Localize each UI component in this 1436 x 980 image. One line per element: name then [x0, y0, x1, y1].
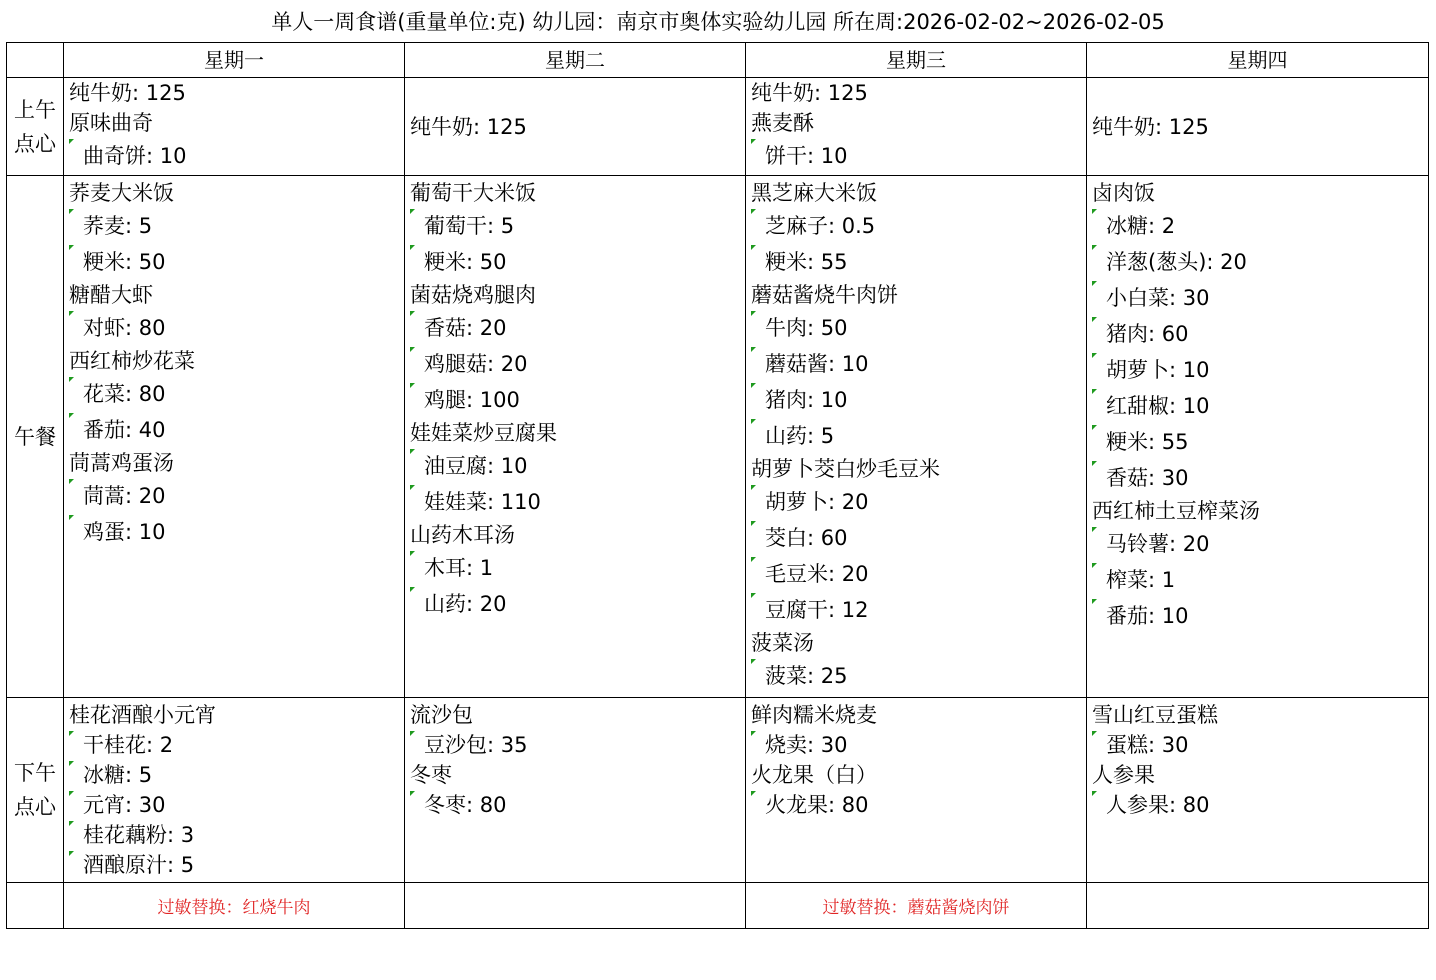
- ingredient-item: [69, 730, 404, 760]
- meal-cell[interactable]: [405, 698, 746, 883]
- ingredient-text: 榨菜: 1: [1106, 568, 1176, 592]
- ingredient-item: [69, 208, 404, 244]
- cell-content: [746, 176, 1086, 694]
- dish-name: 燕麦酥: [751, 111, 814, 135]
- header-row: [7, 43, 1429, 78]
- ingredient-text: 马铃薯: 20: [1106, 532, 1210, 556]
- ingredient-text: 粳米: 55: [765, 250, 848, 274]
- ingredient-text: 木耳: 1: [424, 556, 494, 580]
- cell-comment-marker-icon: [69, 515, 74, 520]
- ingredient-item: [751, 484, 1086, 520]
- cell-comment-marker-icon: [751, 593, 756, 598]
- ingredient-text: 毛豆米: 20: [765, 562, 869, 586]
- cell-comment-marker-icon: [751, 731, 756, 736]
- ingredient-text: 鸡腿菇: 20: [424, 352, 528, 376]
- ingredient-text: 饼干: 10: [765, 144, 848, 168]
- ingredient-text: 桂花藕粉: 3: [83, 823, 195, 847]
- cell-comment-marker-icon: [69, 791, 74, 796]
- meal-cell[interactable]: [746, 78, 1087, 176]
- ingredient-item: [1092, 598, 1428, 634]
- dish-name: 纯牛奶: 125: [1092, 114, 1209, 139]
- dish-name: 菠菜汤: [751, 631, 814, 655]
- ingredient-text: 番茄: 10: [1106, 604, 1189, 628]
- ingredient-item: [751, 244, 1086, 280]
- ingredient-item: [69, 310, 404, 346]
- ingredient-text: 鸡腿: 100: [424, 388, 520, 412]
- cell-content: [64, 698, 404, 880]
- ingredient-item: [751, 418, 1086, 454]
- dish-name: 人参果: [1092, 763, 1155, 787]
- meal-cell[interactable]: [1087, 176, 1429, 698]
- ingredient-text: 冰糖: 5: [83, 763, 153, 787]
- cell-comment-marker-icon: [1092, 353, 1097, 358]
- cell-comment-marker-icon: [410, 551, 415, 556]
- cell-comment-marker-icon: [410, 791, 415, 796]
- ingredient-text: 粳米: 55: [1106, 430, 1189, 454]
- ingredient-item: [410, 310, 745, 346]
- cell-content: [64, 78, 404, 174]
- ingredient-text: 粳米: 50: [424, 250, 507, 274]
- ingredient-text: 蘑菇酱: 10: [765, 352, 869, 376]
- ingredient-text: 洋葱(葱头): 20: [1106, 250, 1247, 274]
- dish-name: 西红柿炒花菜: [69, 349, 195, 373]
- meal-cell[interactable]: [405, 176, 746, 698]
- lunch-row: [7, 176, 1429, 698]
- ingredient-text: 冬枣: 80: [424, 793, 507, 817]
- meal-cell[interactable]: [64, 176, 405, 698]
- ingredient-item: [69, 138, 404, 174]
- ingredient-item: [410, 346, 745, 382]
- ingredient-item: [410, 382, 745, 418]
- cell-comment-marker-icon: [751, 791, 756, 796]
- ingredient-text: 元宵: 30: [83, 793, 166, 817]
- ingredient-item: [410, 586, 745, 622]
- allergy-note-tuesday[interactable]: [405, 883, 746, 929]
- ingredient-item: [410, 550, 745, 586]
- cell-comment-marker-icon: [751, 245, 756, 250]
- ingredient-item: [410, 448, 745, 484]
- ingredient-item: [751, 790, 1086, 820]
- dish-name: 桂花酒酿小元宵: [69, 703, 216, 727]
- meal-cell[interactable]: [64, 78, 405, 176]
- ingredient-item: [410, 208, 745, 244]
- cell-comment-marker-icon: [751, 557, 756, 562]
- ingredient-text: 干桂花: 2: [83, 733, 174, 757]
- ingredient-item: [69, 478, 404, 514]
- ingredient-text: 山药: 5: [765, 424, 835, 448]
- day-header-wednesday[interactable]: 星期三: [746, 43, 1087, 78]
- ingredient-text: 山药: 20: [424, 592, 507, 616]
- row-label-morning-snack[interactable]: 上午 点心: [7, 78, 64, 176]
- cell-comment-marker-icon: [410, 209, 415, 214]
- ingredient-text: 花菜: 80: [83, 382, 166, 406]
- ingredient-item: [751, 556, 1086, 592]
- cell-comment-marker-icon: [1092, 461, 1097, 466]
- cell-comment-marker-icon: [69, 851, 74, 856]
- ingredient-item: [751, 346, 1086, 382]
- ingredient-text: 猪肉: 10: [765, 388, 848, 412]
- meal-cell[interactable]: [1087, 698, 1429, 883]
- ingredient-item: [410, 244, 745, 280]
- ingredient-item: [1092, 730, 1428, 760]
- page-title: 单人一周食谱(重量单位:克) 幼儿园：南京市奥体实验幼儿园 所在周:2026-02-02~2026-02-05: [271, 10, 1165, 34]
- cell-comment-marker-icon: [410, 383, 415, 388]
- cell-content: [405, 112, 745, 142]
- cell-comment-marker-icon: [69, 245, 74, 250]
- dish-name: 纯牛奶: 125: [69, 81, 186, 105]
- dish-name: 黑芝麻大米饭: [751, 181, 877, 205]
- ingredient-item: [1092, 424, 1428, 460]
- cell-comment-marker-icon: [751, 383, 756, 388]
- dish-name: 冬枣: [410, 763, 452, 787]
- cell-comment-marker-icon: [69, 311, 74, 316]
- dish-name: 糖醋大虾: [69, 283, 153, 307]
- ingredient-item: [1092, 280, 1428, 316]
- cell-content: [1087, 698, 1428, 820]
- ingredient-text: 豆沙包: 35: [424, 733, 528, 757]
- dish-name: 娃娃菜炒豆腐果: [410, 421, 557, 445]
- cell-comment-marker-icon: [751, 347, 756, 352]
- ingredient-item: [1092, 562, 1428, 598]
- dish-name: 鲜肉糯米烧麦: [751, 703, 877, 727]
- dish-name: 流沙包: [410, 703, 473, 727]
- ingredient-text: 酒酿原汁: 5: [83, 853, 195, 877]
- menu-table: [6, 42, 1429, 929]
- ingredient-text: 胡萝卜: 20: [765, 490, 869, 514]
- day-header-monday[interactable]: 星期一: [64, 43, 405, 78]
- ingredient-text: 鸡蛋: 10: [83, 520, 166, 544]
- ingredient-item: [1092, 460, 1428, 496]
- dish-name: 茼蒿鸡蛋汤: [69, 451, 174, 475]
- ingredient-item: [69, 244, 404, 280]
- ingredient-text: 芝麻子: 0.5: [765, 214, 876, 238]
- ingredient-text: 豆腐干: 12: [765, 598, 869, 622]
- ingredient-text: 葡萄干: 5: [424, 214, 515, 238]
- meal-cell[interactable]: [405, 78, 746, 176]
- cell-content: [405, 698, 745, 820]
- ingredient-item: [1092, 388, 1428, 424]
- cell-comment-marker-icon: [751, 521, 756, 526]
- cell-content: [64, 176, 404, 550]
- cell-content: [746, 78, 1086, 174]
- cell-comment-marker-icon: [410, 731, 415, 736]
- cell-comment-marker-icon: [69, 479, 74, 484]
- cell-comment-marker-icon: [1092, 527, 1097, 532]
- cell-comment-marker-icon: [410, 311, 415, 316]
- cell-comment-marker-icon: [410, 245, 415, 250]
- ingredient-text: 娃娃菜: 110: [424, 490, 541, 514]
- cell-comment-marker-icon: [410, 347, 415, 352]
- ingredient-text: 菠菜: 25: [765, 664, 848, 688]
- dish-name: 菌菇烧鸡腿肉: [410, 283, 536, 307]
- ingredient-text: 荞麦: 5: [83, 214, 153, 238]
- cell-comment-marker-icon: [1092, 791, 1097, 796]
- day-header-thursday[interactable]: 星期四: [1087, 43, 1429, 78]
- meal-cell[interactable]: [1087, 78, 1429, 176]
- ingredient-item: [751, 592, 1086, 628]
- ingredient-item: [751, 658, 1086, 694]
- ingredient-item: [1092, 208, 1428, 244]
- allergy-row: [7, 883, 1429, 929]
- ingredient-text: 曲奇饼: 10: [83, 144, 187, 168]
- ingredient-item: [69, 376, 404, 412]
- dish-name: 荞麦大米饭: [69, 181, 174, 205]
- row-label-afternoon-snack[interactable]: 下午 点心: [7, 698, 64, 883]
- ingredient-item: [1092, 316, 1428, 352]
- allergy-note-thursday[interactable]: [1087, 883, 1429, 929]
- ingredient-text: 油豆腐: 10: [424, 454, 528, 478]
- cell-comment-marker-icon: [751, 139, 756, 144]
- cell-comment-marker-icon: [1092, 209, 1097, 214]
- cell-comment-marker-icon: [69, 209, 74, 214]
- cell-comment-marker-icon: [1092, 281, 1097, 286]
- ingredient-text: 香菇: 30: [1106, 466, 1189, 490]
- ingredient-item: [751, 208, 1086, 244]
- ingredient-item: [410, 484, 745, 520]
- cell-comment-marker-icon: [69, 731, 74, 736]
- dish-name: 葡萄干大米饭: [410, 181, 536, 205]
- ingredient-item: [751, 520, 1086, 556]
- cell-content: [405, 176, 745, 622]
- cell-comment-marker-icon: [69, 821, 74, 826]
- dish-name: 蘑菇酱烧牛肉饼: [751, 283, 898, 307]
- cell-comment-marker-icon: [69, 413, 74, 418]
- dish-name: 原味曲奇: [69, 111, 153, 135]
- cell-comment-marker-icon: [410, 449, 415, 454]
- cell-comment-marker-icon: [1092, 599, 1097, 604]
- cell-comment-marker-icon: [1092, 317, 1097, 322]
- cell-comment-marker-icon: [751, 311, 756, 316]
- ingredient-text: 对虾: 80: [83, 316, 166, 340]
- day-header-tuesday[interactable]: 星期二: [405, 43, 746, 78]
- dish-name: 纯牛奶: 125: [751, 81, 868, 105]
- ingredient-item: [1092, 790, 1428, 820]
- afternoon-snack-row: [7, 698, 1429, 883]
- ingredient-item: [1092, 526, 1428, 562]
- corner-cell[interactable]: [7, 43, 64, 78]
- cell-comment-marker-icon: [410, 485, 415, 490]
- ingredient-text: 胡萝卜: 10: [1106, 358, 1210, 382]
- ingredient-text: 红甜椒: 10: [1106, 394, 1210, 418]
- cell-comment-marker-icon: [69, 761, 74, 766]
- cell-comment-marker-icon: [410, 587, 415, 592]
- ingredient-text: 茭白: 60: [765, 526, 848, 550]
- ingredient-text: 人参果: 80: [1106, 793, 1210, 817]
- cell-content: [1087, 112, 1428, 142]
- cell-comment-marker-icon: [69, 139, 74, 144]
- ingredient-text: 茼蒿: 20: [83, 484, 166, 508]
- ingredient-text: 粳米: 50: [83, 250, 166, 274]
- ingredient-item: [1092, 352, 1428, 388]
- dish-name: 西红柿土豆榨菜汤: [1092, 499, 1260, 523]
- allergy-row-label[interactable]: [7, 883, 64, 929]
- ingredient-item: [1092, 244, 1428, 280]
- ingredient-item: [69, 820, 404, 850]
- cell-comment-marker-icon: [1092, 731, 1097, 736]
- dish-name: 火龙果（白）: [751, 763, 877, 787]
- ingredient-text: 香菇: 20: [424, 316, 507, 340]
- meal-cell[interactable]: [64, 698, 405, 883]
- cell-comment-marker-icon: [751, 485, 756, 490]
- ingredient-item: [69, 412, 404, 448]
- ingredient-item: [410, 790, 745, 820]
- cell-comment-marker-icon: [751, 209, 756, 214]
- ingredient-item: [410, 730, 745, 760]
- morning-snack-row: [7, 78, 1429, 176]
- ingredient-item: [751, 138, 1086, 174]
- ingredient-item: [69, 850, 404, 880]
- cell-comment-marker-icon: [1092, 563, 1097, 568]
- cell-content: [746, 698, 1086, 820]
- ingredient-item: [751, 730, 1086, 760]
- dish-name: 纯牛奶: 125: [410, 114, 527, 139]
- cell-comment-marker-icon: [751, 659, 756, 664]
- cell-content: [1087, 176, 1428, 634]
- ingredient-text: 小白菜: 30: [1106, 286, 1210, 310]
- allergy-note-monday[interactable]: 过敏替换：红烧牛肉: [64, 883, 405, 929]
- cell-comment-marker-icon: [69, 377, 74, 382]
- ingredient-text: 火龙果: 80: [765, 793, 869, 817]
- ingredient-text: 蛋糕: 30: [1106, 733, 1189, 757]
- dish-name: 雪山红豆蛋糕: [1092, 703, 1218, 727]
- meal-cell[interactable]: [746, 698, 1087, 883]
- cell-comment-marker-icon: [751, 419, 756, 424]
- ingredient-text: 烧卖: 30: [765, 733, 848, 757]
- dish-name: 胡萝卜茭白炒毛豆米: [751, 457, 940, 481]
- ingredient-text: 冰糖: 2: [1106, 214, 1176, 238]
- row-label-lunch[interactable]: 午餐: [7, 176, 64, 698]
- cell-comment-marker-icon: [1092, 245, 1097, 250]
- allergy-note-wednesday[interactable]: 过敏替换：蘑菇酱烧肉饼: [746, 883, 1087, 929]
- cell-comment-marker-icon: [1092, 425, 1097, 430]
- cell-comment-marker-icon: [1092, 389, 1097, 394]
- ingredient-item: [69, 790, 404, 820]
- ingredient-item: [69, 760, 404, 790]
- ingredient-item: [751, 382, 1086, 418]
- ingredient-text: 猪肉: 60: [1106, 322, 1189, 346]
- ingredient-text: 番茄: 40: [83, 418, 166, 442]
- dish-name: 卤肉饭: [1092, 181, 1155, 205]
- ingredient-item: [751, 310, 1086, 346]
- ingredient-text: 牛肉: 50: [765, 316, 848, 340]
- meal-cell[interactable]: [746, 176, 1087, 698]
- ingredient-item: [69, 514, 404, 550]
- dish-name: 山药木耳汤: [410, 523, 515, 547]
